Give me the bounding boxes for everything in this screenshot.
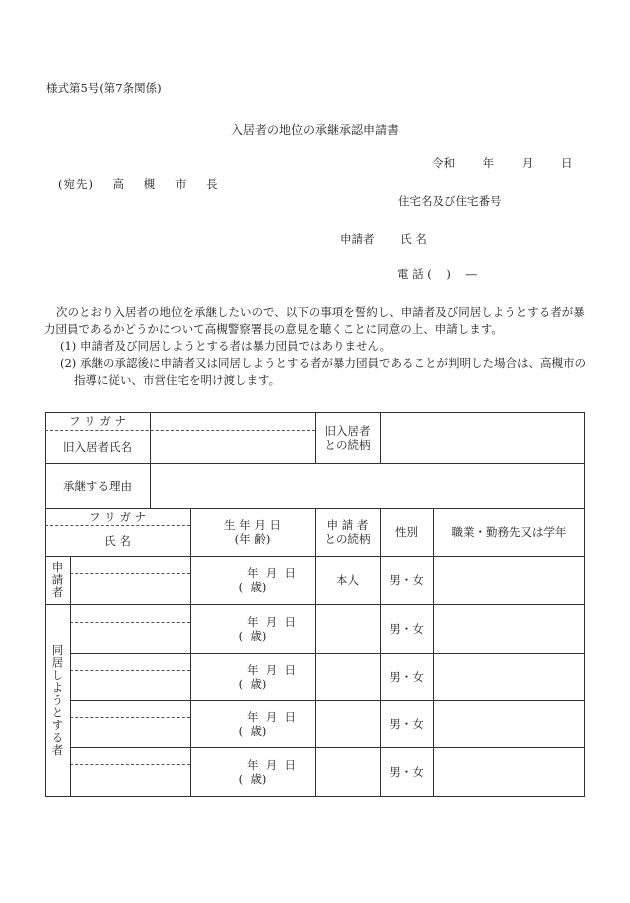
birthdate-cell[interactable] — [190, 700, 315, 747]
name-column-header: 氏 名 — [104, 533, 131, 548]
dashed-line — [70, 573, 190, 574]
relation-header-line: 申 請 者 — [326, 518, 369, 532]
furigana-label: フ リ ガ ナ — [69, 414, 126, 428]
age-text: ( 歳) — [238, 676, 267, 691]
applicant-name-label: 氏 名 — [400, 232, 427, 246]
gender-choice[interactable]: 男・女 — [389, 669, 424, 684]
date-day: 日 — [560, 156, 573, 170]
birthdate-cell[interactable] — [190, 556, 315, 604]
occupation-column-header: 職業・勤務先又は学年 — [451, 525, 567, 539]
document-title: 入居者の地位の承継承認申請書 — [231, 123, 400, 137]
relation-header-line: との続柄 — [324, 532, 371, 546]
birthdate-header-line: 生 年 月 日 — [224, 518, 281, 532]
relation-column-header — [315, 508, 380, 556]
grid-line — [70, 747, 585, 748]
date-era: 令和 — [432, 156, 455, 170]
date-text: 年 月 日 — [246, 614, 297, 629]
gender-choice[interactable]: 男・女 — [389, 621, 424, 636]
gender-choice[interactable]: 男・女 — [389, 573, 424, 587]
addressee-char: 槻 — [143, 177, 157, 191]
grid-line — [70, 556, 71, 797]
grid-line — [70, 700, 585, 701]
date-month: 月 — [521, 156, 534, 170]
dashed-line — [70, 622, 190, 623]
addressee-prefix: (宛先) — [58, 177, 94, 191]
applicant-title: 申請者 — [340, 232, 375, 246]
date-line — [432, 155, 572, 171]
addressee-char: 高 — [112, 177, 126, 191]
birthdate-cell[interactable] — [190, 604, 315, 653]
dashed-line — [70, 670, 190, 671]
succession-reason-label: 承継する理由 — [63, 478, 132, 493]
date-text: 年 月 日 — [246, 709, 297, 724]
age-header-line: (年 齢) — [234, 532, 271, 546]
dashed-line — [70, 717, 190, 718]
age-text: ( 歳) — [238, 772, 267, 786]
housing-label: 住宅名及び住宅番号 — [398, 194, 502, 208]
succession-reason-field[interactable] — [151, 464, 584, 507]
form-number: 様式第5号(第7条関係) — [46, 81, 162, 95]
date-text: 年 月 日 — [246, 662, 297, 677]
gender-choice[interactable]: 男・女 — [389, 716, 424, 731]
birthdate-column-header — [190, 508, 315, 556]
addressee-char: 長 — [206, 177, 219, 191]
furigana-column-header: フ リ ガ ナ — [89, 509, 146, 524]
grid-line — [70, 653, 585, 654]
addressee-char: 市 — [174, 177, 188, 191]
gender-choice[interactable]: 男・女 — [389, 765, 424, 779]
cohabitant-group-label: 同居しようとする者 — [50, 644, 65, 757]
relation-line: との続柄 — [324, 437, 371, 452]
date-year: 年 — [482, 156, 495, 170]
date-text: 年 月 日 — [246, 758, 297, 772]
birthdate-cell[interactable] — [190, 653, 315, 700]
age-text: ( 歳) — [238, 723, 267, 738]
phone-label: 電 話 ( ) ― — [397, 267, 478, 281]
date-text: 年 月 日 — [246, 566, 297, 580]
applicant-group-label: 申請者 — [50, 561, 65, 599]
relation-to-former-label — [315, 412, 380, 463]
pledge-item-1: (1) 申請者及び同居しようとする者は暴力団員ではありません。 — [60, 339, 392, 353]
applicant-relation-cell: 本人 — [336, 573, 359, 587]
body-text — [44, 304, 592, 389]
addressee — [58, 176, 219, 192]
former-resident-name-field[interactable] — [150, 413, 314, 462]
age-text: ( 歳) — [238, 580, 267, 594]
applicant-label — [340, 231, 427, 247]
relation-line: 旧入居者 — [324, 423, 371, 438]
relation-to-former-field[interactable] — [381, 413, 584, 462]
age-text: ( 歳) — [238, 628, 267, 643]
birthdate-cell[interactable] — [190, 747, 315, 797]
dashed-line — [70, 764, 190, 765]
pledge-item-2: (2) 承継の承認後に申請者又は同居しようとする者が暴力団員であることが判明した場合は、高槻市の指導に従い、市営住宅を明け渡します。 — [60, 356, 586, 387]
former-resident-name-label: 旧入居者氏名 — [63, 439, 132, 454]
intro-paragraph: 次のとおり入居者の地位を承継したいので、以下の事項を誓約し、申請者及び同居しようとする者が暴力団員であるかどうかについて高槻警察署長の意見を聴くことに同意の上、申請します。 — [44, 305, 585, 336]
gender-column-header: 性別 — [395, 525, 418, 539]
